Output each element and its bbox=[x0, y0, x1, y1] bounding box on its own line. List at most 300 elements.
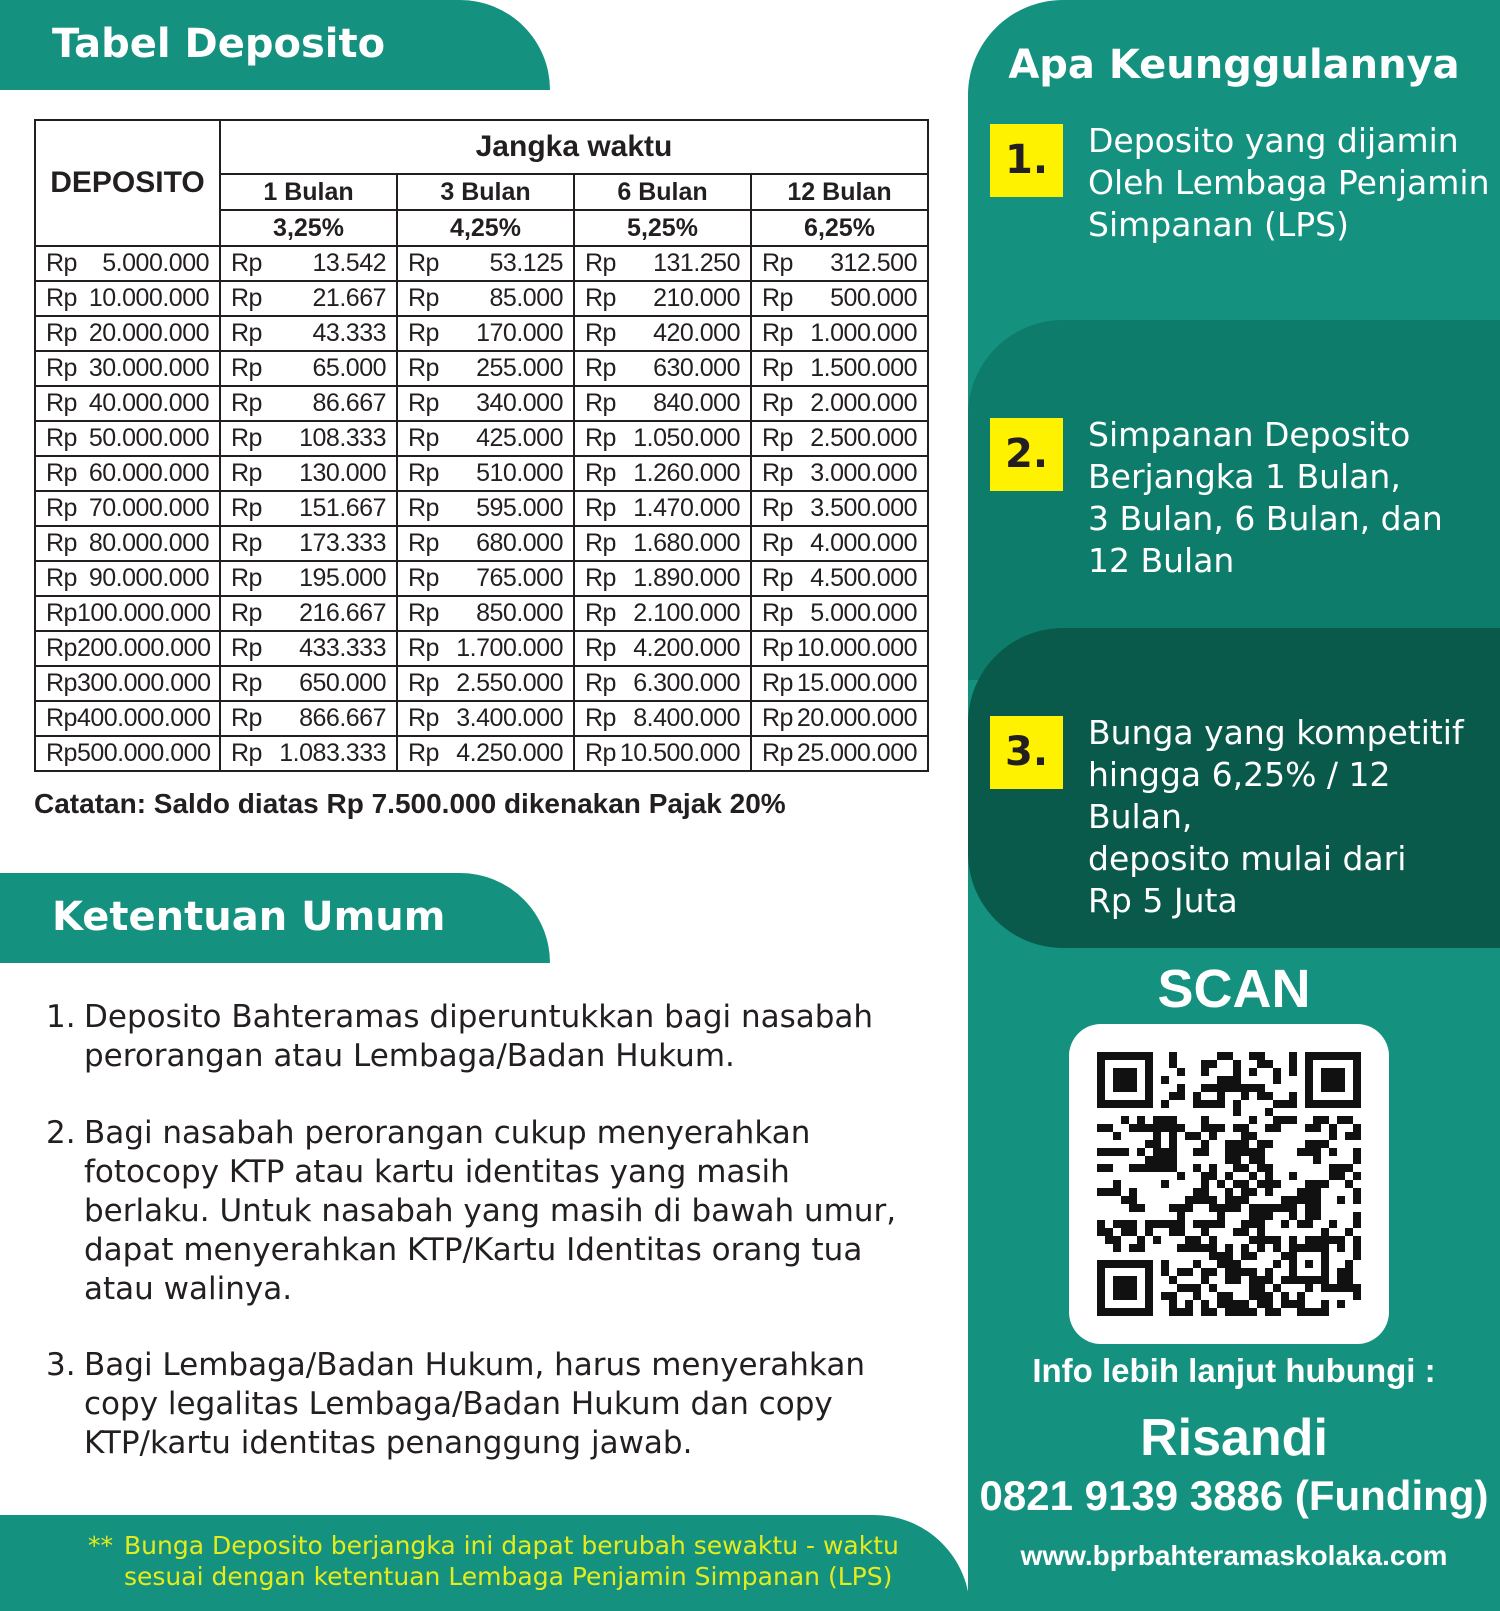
cell-value: 312.500 bbox=[830, 249, 917, 277]
interest-cell bbox=[751, 246, 928, 281]
interest-cell bbox=[751, 421, 928, 456]
currency-label: Rp bbox=[408, 459, 439, 487]
deposit-amount-cell bbox=[35, 456, 220, 491]
currency-label: Rp bbox=[231, 389, 262, 417]
cell-value: 195.000 bbox=[299, 564, 386, 592]
cell-value: 420.000 bbox=[653, 319, 740, 347]
currency-label: Rp bbox=[408, 354, 439, 382]
cell-value: 4.500.000 bbox=[810, 564, 917, 592]
interest-cell bbox=[220, 316, 397, 351]
currency-label: Rp bbox=[408, 249, 439, 277]
cell-value: 20.000.000 bbox=[88, 319, 209, 347]
interest-cell bbox=[574, 701, 751, 736]
cell-value: 1.680.000 bbox=[633, 529, 740, 557]
currency-label: Rp bbox=[231, 739, 262, 767]
interest-cell bbox=[397, 491, 574, 526]
interest-cell bbox=[574, 491, 751, 526]
currency-label: Rp bbox=[46, 284, 77, 312]
cell-value: 3.000.000 bbox=[810, 459, 917, 487]
interest-cell bbox=[220, 456, 397, 491]
advantage-line: Simpanan (LPS) bbox=[1088, 205, 1349, 244]
rule-line: KTP/kartu identitas penanggung jawab. bbox=[84, 1425, 693, 1461]
rule-item bbox=[46, 1346, 926, 1463]
cell-value: 65.000 bbox=[312, 354, 386, 382]
rule-line: perorangan atau Lembaga/Badan Hukum. bbox=[84, 1038, 735, 1074]
interest-cell bbox=[397, 351, 574, 386]
advantage-number-badge: 1. bbox=[990, 124, 1063, 197]
table-row bbox=[35, 351, 928, 386]
cell-value: 13.542 bbox=[312, 249, 386, 277]
interest-cell bbox=[751, 491, 928, 526]
table-row bbox=[35, 736, 928, 771]
cell-value: 3.400.000 bbox=[456, 704, 563, 732]
rule-line: berlaku. Untuk nasabah yang masih di bawah umur, bbox=[84, 1193, 897, 1229]
currency-label: Rp bbox=[408, 564, 439, 592]
advantage-line: 12 Bulan bbox=[1088, 541, 1235, 580]
cell-value: 595.000 bbox=[476, 494, 563, 522]
cell-value: 170.000 bbox=[476, 319, 563, 347]
interest-cell bbox=[397, 736, 574, 771]
interest-cell bbox=[574, 316, 751, 351]
cell-value: 255.000 bbox=[476, 354, 563, 382]
currency-label: Rp bbox=[585, 319, 616, 347]
cell-value: 6.300.000 bbox=[633, 669, 740, 697]
cell-value: 300.000.000 bbox=[76, 669, 211, 697]
rule-number: 3. bbox=[46, 1347, 76, 1383]
currency-label: Rp bbox=[408, 634, 439, 662]
cell-value: 4.200.000 bbox=[633, 634, 740, 662]
cell-value: 2.100.000 bbox=[633, 599, 740, 627]
rule-item bbox=[46, 998, 926, 1076]
table-row bbox=[35, 491, 928, 526]
cell-value: 86.667 bbox=[312, 389, 386, 417]
cell-value: 400.000.000 bbox=[76, 704, 211, 732]
cell-value: 2.550.000 bbox=[456, 669, 563, 697]
currency-label: Rp bbox=[231, 494, 262, 522]
advantage-line: Simpanan Deposito bbox=[1088, 415, 1411, 454]
rule-line: copy legalitas Lembaga/Badan Hukum dan copy bbox=[84, 1386, 833, 1422]
interest-cell bbox=[751, 526, 928, 561]
cell-value: 2.000.000 bbox=[810, 389, 917, 417]
interest-cell bbox=[574, 386, 751, 421]
currency-label: Rp bbox=[762, 704, 793, 732]
table-row bbox=[35, 666, 928, 701]
currency-label: Rp bbox=[762, 739, 793, 767]
interest-cell bbox=[220, 561, 397, 596]
rule-line: Bagi nasabah perorangan cukup menyerahkan bbox=[84, 1115, 811, 1151]
cell-value: 85.000 bbox=[489, 284, 563, 312]
cell-value: 1.260.000 bbox=[633, 459, 740, 487]
rule-line: dapat menyerahkan KTP/Kartu Identitas orang tua bbox=[84, 1232, 863, 1268]
interest-cell bbox=[220, 386, 397, 421]
cell-value: 10.000.000 bbox=[88, 284, 209, 312]
currency-label: Rp bbox=[231, 529, 262, 557]
currency-label: Rp bbox=[585, 739, 616, 767]
interest-cell bbox=[220, 281, 397, 316]
deposit-amount-cell bbox=[35, 631, 220, 666]
contact-website-link[interactable]: www.bprbahteramaskolaka.com bbox=[1020, 1540, 1448, 1571]
cell-value: 425.000 bbox=[476, 424, 563, 452]
cell-value: 70.000.000 bbox=[88, 494, 209, 522]
currency-label: Rp bbox=[231, 669, 262, 697]
cell-value: 108.333 bbox=[299, 424, 386, 452]
currency-label: Rp bbox=[762, 564, 793, 592]
currency-label: Rp bbox=[762, 319, 793, 347]
deposit-amount-cell bbox=[35, 596, 220, 631]
interest-cell bbox=[751, 316, 928, 351]
cell-value: 210.000 bbox=[653, 284, 740, 312]
advantage-line: Oleh Lembaga Penjamin bbox=[1088, 163, 1490, 202]
advantage-line: Bunga yang kompetitif bbox=[1088, 713, 1464, 752]
advantage-text bbox=[1088, 712, 1498, 922]
interest-cell bbox=[751, 561, 928, 596]
currency-label: Rp bbox=[46, 599, 77, 627]
currency-label: Rp bbox=[585, 354, 616, 382]
advantage-text bbox=[1088, 414, 1498, 582]
table-row bbox=[35, 386, 928, 421]
cell-value: 433.333 bbox=[299, 634, 386, 662]
interest-cell bbox=[751, 596, 928, 631]
currency-label: Rp bbox=[762, 354, 793, 382]
currency-label: Rp bbox=[408, 704, 439, 732]
rule-line: atau walinya. bbox=[84, 1271, 293, 1307]
currency-label: Rp bbox=[46, 249, 77, 277]
currency-label: Rp bbox=[231, 564, 262, 592]
cell-value: 60.000.000 bbox=[88, 459, 209, 487]
deposit-amount-cell bbox=[35, 491, 220, 526]
cell-value: 840.000 bbox=[653, 389, 740, 417]
interest-cell bbox=[751, 386, 928, 421]
cell-value: 1.500.000 bbox=[810, 354, 917, 382]
cell-value: 15.000.000 bbox=[796, 669, 917, 697]
cell-value: 680.000 bbox=[476, 529, 563, 557]
currency-label: Rp bbox=[762, 529, 793, 557]
cell-value: 80.000.000 bbox=[88, 529, 209, 557]
advantage-line: hingga 6,25% / 12 Bulan, bbox=[1088, 755, 1391, 836]
currency-label: Rp bbox=[408, 389, 439, 417]
interest-cell bbox=[574, 351, 751, 386]
deposit-amount-cell bbox=[35, 246, 220, 281]
rule-line: Bagi Lembaga/Badan Hukum, harus menyerahkan bbox=[84, 1347, 865, 1383]
currency-label: Rp bbox=[231, 634, 262, 662]
advantage-line: Rp 5 Juta bbox=[1088, 881, 1238, 920]
cell-value: 630.000 bbox=[653, 354, 740, 382]
currency-label: Rp bbox=[46, 389, 77, 417]
currency-label: Rp bbox=[762, 669, 793, 697]
cell-value: 340.000 bbox=[476, 389, 563, 417]
currency-label: Rp bbox=[585, 669, 616, 697]
rule-number: 1. bbox=[46, 999, 76, 1035]
deposit-amount-cell bbox=[35, 736, 220, 771]
interest-cell bbox=[574, 421, 751, 456]
currency-label: Rp bbox=[408, 319, 439, 347]
interest-cell bbox=[220, 491, 397, 526]
currency-label: Rp bbox=[585, 389, 616, 417]
deposit-amount-cell bbox=[35, 561, 220, 596]
cell-value: 100.000.000 bbox=[76, 599, 211, 627]
currency-label: Rp bbox=[46, 424, 77, 452]
currency-label: Rp bbox=[762, 284, 793, 312]
currency-label: Rp bbox=[585, 634, 616, 662]
column-header-term: 12 Bulan bbox=[751, 174, 928, 210]
interest-cell bbox=[574, 561, 751, 596]
cell-value: 25.000.000 bbox=[796, 739, 917, 767]
cell-value: 5.000.000 bbox=[102, 249, 209, 277]
currency-label: Rp bbox=[231, 354, 262, 382]
interest-cell bbox=[220, 351, 397, 386]
footer-stars: ** bbox=[88, 1531, 113, 1560]
footer-note bbox=[88, 1530, 899, 1592]
currency-label: Rp bbox=[585, 704, 616, 732]
column-header-term: 1 Bulan bbox=[220, 174, 397, 210]
cell-value: 4.250.000 bbox=[456, 739, 563, 767]
deposit-amount-cell bbox=[35, 351, 220, 386]
footer-line: sesuai dengan ketentuan Lembaga Penjamin Simpanan (LPS) bbox=[124, 1562, 893, 1591]
currency-label: Rp bbox=[585, 249, 616, 277]
deposit-amount-cell bbox=[35, 666, 220, 701]
currency-label: Rp bbox=[231, 459, 262, 487]
interest-cell bbox=[751, 631, 928, 666]
table-row bbox=[35, 561, 928, 596]
interest-cell bbox=[751, 351, 928, 386]
contact-label: Info lebih lanjut hubungi : bbox=[1032, 1352, 1436, 1389]
currency-label: Rp bbox=[585, 459, 616, 487]
interest-cell bbox=[574, 281, 751, 316]
contact-phone[interactable]: 0821 9139 3886 (Funding) bbox=[979, 1472, 1489, 1519]
currency-label: Rp bbox=[585, 599, 616, 627]
currency-label: Rp bbox=[231, 599, 262, 627]
interest-cell bbox=[574, 526, 751, 561]
cell-value: 1.470.000 bbox=[633, 494, 740, 522]
currency-label: Rp bbox=[231, 249, 262, 277]
currency-label: Rp bbox=[231, 319, 262, 347]
cell-value: 3.500.000 bbox=[810, 494, 917, 522]
interest-cell bbox=[220, 596, 397, 631]
table-row bbox=[35, 316, 928, 351]
cell-value: 1.050.000 bbox=[633, 424, 740, 452]
column-header-term: 6 Bulan bbox=[574, 174, 751, 210]
advantage-line: Deposito yang dijamin bbox=[1088, 121, 1459, 160]
interest-cell bbox=[397, 561, 574, 596]
currency-label: Rp bbox=[46, 634, 77, 662]
rule-item bbox=[46, 1114, 926, 1309]
interest-cell bbox=[397, 386, 574, 421]
cell-value: 1.000.000 bbox=[810, 319, 917, 347]
currency-label: Rp bbox=[762, 249, 793, 277]
currency-label: Rp bbox=[46, 669, 77, 697]
currency-label: Rp bbox=[46, 319, 77, 347]
scan-label: SCAN bbox=[1157, 959, 1311, 1019]
deposit-amount-cell bbox=[35, 316, 220, 351]
cell-value: 200.000.000 bbox=[76, 634, 211, 662]
column-header-rate: 4,25% bbox=[397, 210, 574, 246]
cell-value: 850.000 bbox=[476, 599, 563, 627]
interest-cell bbox=[397, 596, 574, 631]
interest-cell bbox=[751, 456, 928, 491]
advantage-line: deposito mulai dari bbox=[1088, 839, 1407, 878]
column-header-rate: 5,25% bbox=[574, 210, 751, 246]
interest-cell bbox=[574, 456, 751, 491]
tabel-deposito-header: Tabel Deposito bbox=[0, 0, 550, 90]
qr-code-card[interactable] bbox=[1069, 1024, 1389, 1344]
currency-label: Rp bbox=[46, 354, 77, 382]
advantage-number-badge: 3. bbox=[990, 716, 1063, 789]
table-row bbox=[35, 281, 928, 316]
interest-cell bbox=[751, 736, 928, 771]
currency-label: Rp bbox=[408, 494, 439, 522]
currency-label: Rp bbox=[585, 529, 616, 557]
interest-cell bbox=[397, 526, 574, 561]
table-row bbox=[35, 596, 928, 631]
column-header-deposito: DEPOSITO bbox=[35, 120, 220, 246]
interest-cell bbox=[574, 596, 751, 631]
cell-value: 50.000.000 bbox=[88, 424, 209, 452]
deposit-amount-cell bbox=[35, 526, 220, 561]
currency-label: Rp bbox=[231, 424, 262, 452]
cell-value: 173.333 bbox=[299, 529, 386, 557]
interest-cell bbox=[397, 456, 574, 491]
cell-value: 130.000 bbox=[299, 459, 386, 487]
deposit-amount-cell bbox=[35, 701, 220, 736]
currency-label: Rp bbox=[46, 704, 77, 732]
table-row bbox=[35, 246, 928, 281]
currency-label: Rp bbox=[46, 564, 77, 592]
currency-label: Rp bbox=[762, 389, 793, 417]
advantage-text bbox=[1088, 120, 1498, 246]
cell-value: 131.250 bbox=[653, 249, 740, 277]
cell-value: 1.700.000 bbox=[456, 634, 563, 662]
currency-label: Rp bbox=[408, 739, 439, 767]
rule-line: Deposito Bahteramas diperuntukkan bagi nasabah bbox=[84, 999, 874, 1035]
interest-cell bbox=[397, 281, 574, 316]
interest-cell bbox=[574, 246, 751, 281]
advantage-line: Berjangka 1 Bulan, bbox=[1088, 457, 1401, 496]
table-row bbox=[35, 526, 928, 561]
column-header-term: 3 Bulan bbox=[397, 174, 574, 210]
interest-cell bbox=[751, 666, 928, 701]
table-row bbox=[35, 456, 928, 491]
interest-cell bbox=[220, 421, 397, 456]
ketentuan-umum-header: Ketentuan Umum bbox=[0, 873, 550, 963]
footer-line: Bunga Deposito berjangka ini dapat berubah sewaktu - waktu bbox=[124, 1531, 899, 1560]
currency-label: Rp bbox=[231, 704, 262, 732]
currency-label: Rp bbox=[585, 564, 616, 592]
cell-value: 20.000.000 bbox=[796, 704, 917, 732]
cell-value: 8.400.000 bbox=[633, 704, 740, 732]
cell-value: 866.667 bbox=[299, 704, 386, 732]
cell-value: 40.000.000 bbox=[88, 389, 209, 417]
currency-label: Rp bbox=[408, 599, 439, 627]
cell-value: 5.000.000 bbox=[810, 599, 917, 627]
interest-cell bbox=[574, 631, 751, 666]
interest-cell bbox=[397, 421, 574, 456]
rule-number: 2. bbox=[46, 1115, 76, 1151]
currency-label: Rp bbox=[762, 599, 793, 627]
interest-cell bbox=[220, 526, 397, 561]
cell-value: 650.000 bbox=[299, 669, 386, 697]
interest-cell bbox=[751, 701, 928, 736]
currency-label: Rp bbox=[762, 634, 793, 662]
table-row bbox=[35, 421, 928, 456]
deposit-table-body bbox=[35, 246, 928, 771]
currency-label: Rp bbox=[46, 459, 77, 487]
keunggulan-title: Apa Keunggulannya bbox=[1008, 42, 1460, 88]
interest-cell bbox=[220, 701, 397, 736]
deposit-table bbox=[34, 119, 929, 772]
currency-label: Rp bbox=[46, 529, 77, 557]
cell-value: 4.000.000 bbox=[810, 529, 917, 557]
column-header-rate: 3,25% bbox=[220, 210, 397, 246]
currency-label: Rp bbox=[408, 284, 439, 312]
cell-value: 30.000.000 bbox=[88, 354, 209, 382]
currency-label: Rp bbox=[231, 284, 262, 312]
cell-value: 10.500.000 bbox=[619, 739, 740, 767]
cell-value: 216.667 bbox=[299, 599, 386, 627]
interest-cell bbox=[397, 631, 574, 666]
column-group-jangka-waktu: Jangka waktu bbox=[220, 120, 928, 174]
cell-value: 2.500.000 bbox=[810, 424, 917, 452]
deposit-amount-cell bbox=[35, 386, 220, 421]
currency-label: Rp bbox=[762, 494, 793, 522]
cell-value: 10.000.000 bbox=[796, 634, 917, 662]
cell-value: 53.125 bbox=[489, 249, 563, 277]
interest-cell bbox=[220, 736, 397, 771]
rule-line: fotocopy KTP atau kartu identitas yang masih bbox=[84, 1154, 790, 1190]
interest-cell bbox=[397, 246, 574, 281]
currency-label: Rp bbox=[585, 424, 616, 452]
contact-name: Risandi bbox=[1140, 1409, 1328, 1467]
interest-cell bbox=[220, 631, 397, 666]
table-row bbox=[35, 701, 928, 736]
deposit-amount-cell bbox=[35, 421, 220, 456]
qr-code-icon[interactable] bbox=[1097, 1052, 1361, 1316]
cell-value: 1.890.000 bbox=[633, 564, 740, 592]
table-row bbox=[35, 631, 928, 666]
currency-label: Rp bbox=[408, 529, 439, 557]
interest-cell bbox=[574, 736, 751, 771]
interest-cell bbox=[574, 666, 751, 701]
cell-value: 1.083.333 bbox=[279, 739, 386, 767]
advantage-number-badge: 2. bbox=[990, 418, 1063, 491]
interest-cell bbox=[397, 666, 574, 701]
cell-value: 90.000.000 bbox=[88, 564, 209, 592]
currency-label: Rp bbox=[408, 669, 439, 697]
interest-cell bbox=[220, 246, 397, 281]
currency-label: Rp bbox=[762, 424, 793, 452]
currency-label: Rp bbox=[46, 739, 77, 767]
advantage-line: 3 Bulan, 6 Bulan, dan bbox=[1088, 499, 1443, 538]
cell-value: 510.000 bbox=[476, 459, 563, 487]
cell-value: 500.000 bbox=[830, 284, 917, 312]
interest-cell bbox=[397, 701, 574, 736]
currency-label: Rp bbox=[585, 284, 616, 312]
currency-label: Rp bbox=[585, 494, 616, 522]
deposit-amount-cell bbox=[35, 281, 220, 316]
column-header-rate: 6,25% bbox=[751, 210, 928, 246]
cell-value: 43.333 bbox=[312, 319, 386, 347]
cell-value: 765.000 bbox=[476, 564, 563, 592]
interest-cell bbox=[751, 281, 928, 316]
currency-label: Rp bbox=[46, 494, 77, 522]
currency-label: Rp bbox=[408, 424, 439, 452]
interest-cell bbox=[397, 316, 574, 351]
cell-value: 21.667 bbox=[312, 284, 386, 312]
cell-value: 500.000.000 bbox=[76, 739, 211, 767]
cell-value: 151.667 bbox=[299, 494, 386, 522]
interest-cell bbox=[220, 666, 397, 701]
currency-label: Rp bbox=[762, 459, 793, 487]
tax-note: Catatan: Saldo diatas Rp 7.500.000 dikenakan Pajak 20% bbox=[34, 788, 786, 819]
